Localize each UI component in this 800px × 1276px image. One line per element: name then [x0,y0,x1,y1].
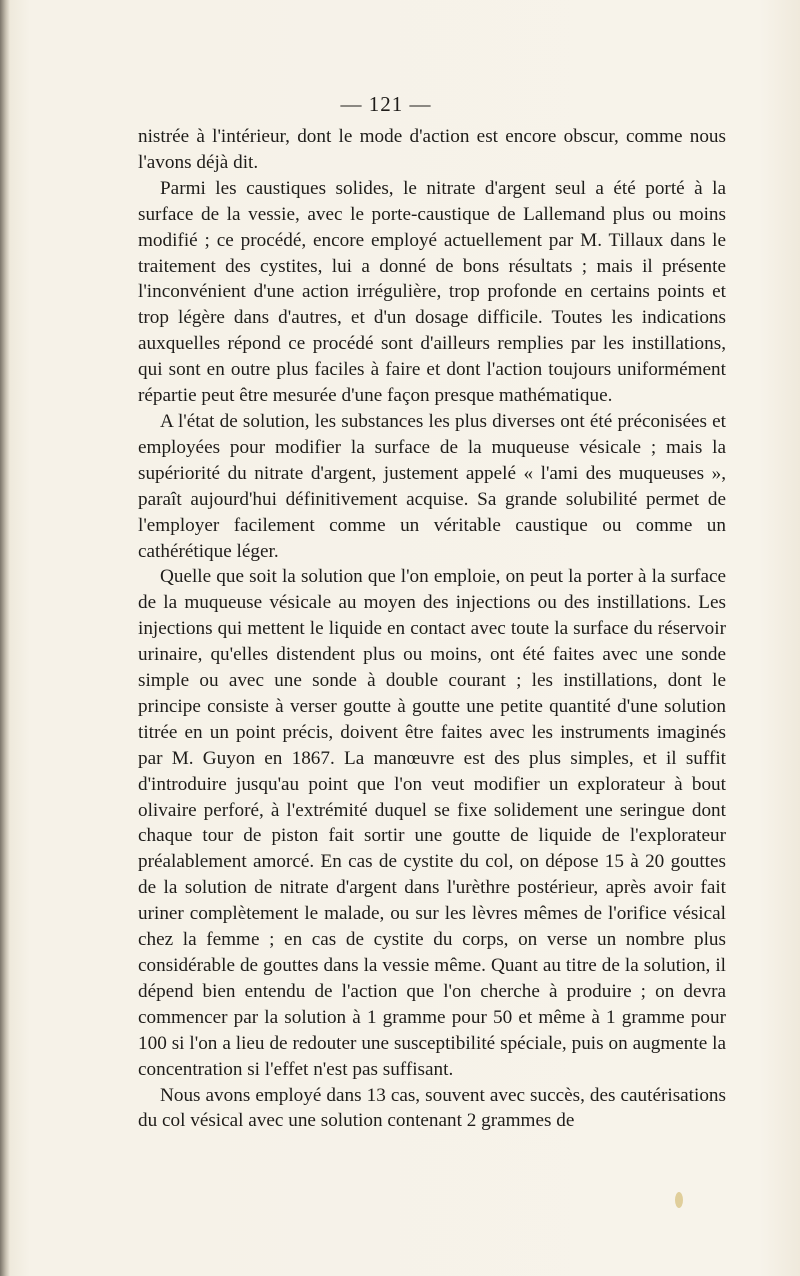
paper-stain [675,1192,683,1208]
paragraph-caustiques-solides: Parmi les caustiques solides, le nitrate d'argent seul a été porté à la surface de la vessie, avec le porte-caustique de Lallemand plus ou moins modifié ; ce procédé, encore employé actuellement par M. Tillaux dans le traitement des cystites, lui a donné de bons résultats ; mais il présente l'inconvénient d'une action irrégulière, trop profonde en certains points et trop légère dans d'autres, et d'un dosage difficile. Toutes les indications auxquelles répond ce procédé sont d'ailleurs remplies par les instillations, qui sont en outre plus faciles à faire et dont l'action toujours uniformément répartie peut être mesurée d'une façon presque mathématique. [138,177,726,407]
paragraph-etat-de-solution: A l'état de solution, les substances les plus diverses ont été préconisées et employées pour modifier la surface de la muqueuse vésicale ; mais la supériorité du nitrate d'argent, justement appelé « l'ami des muqueuses », paraît aujourd'hui définitivement acquise. Sa grande solubilité permet de l'employer facilement comme un véritable caustique ou comme un cathérétique léger. [138,410,726,562]
paragraph-injections-instillations: Quelle que soit la solution que l'on emploie, on peut la porter à la surface de la muqueuse vésicale au moyen des injections ou des instillations. Les injections qui mettent le liquide en contact avec toute la surface du réservoir urinaire, qu'elles distendent plus ou moins, ont été faites avec une sonde simple ou avec une sonde à double courant ; les instillations, dont le principe consiste à verser goutte à goutte une petite quantité d'une solution titrée en un point précis, doivent être faites avec les instruments imaginés par M. Guyon en 1867. La manœuvre est des plus simples, et il suffit d'introduire jusqu'au point que l'on veut modifier un explorateur à bout olivaire perforé, à l'extrémité duquel se fixe solidement une seringue dont chaque tour de piston fait sortir une goutte de liquide de l'explorateur préalablement amorcé. En cas de cystite du col, on dépose 15 à 20 gouttes de la solution de nitrate d'argent dans l'urèthre postérieur, après avoir fait uriner complètement le malade, ou sur les lèvres mêmes de l'orifice vésical chez la femme ; en cas de cystite du corps, on verse un nombre plus considérable de gouttes dans la vessie même. Quant au titre de la solution, il dépend bien entendu de l'action que l'on cherche à produire ; on devra commencer par la solution à 1 gramme pour 50 et même à 1 gramme pour 100 si l'on a lieu de redouter une susceptibilité spéciale, puis on augmente la concentration si l'effet n'est pas suffisant. [138,566,726,1080]
page-number: — 121 — [340,92,432,116]
body-text [138,124,726,1134]
paragraph-continuation: nistrée à l'intérieur, dont le mode d'action est encore obscur, comme nous l'avons déjà dit. [138,126,726,173]
page-binding-edge [0,0,10,1276]
paragraph-cauterisations: Nous avons employé dans 13 cas, souvent avec succès, des cautérisations du col vésical avec une solution contenant 2 grammes de [138,1084,726,1132]
